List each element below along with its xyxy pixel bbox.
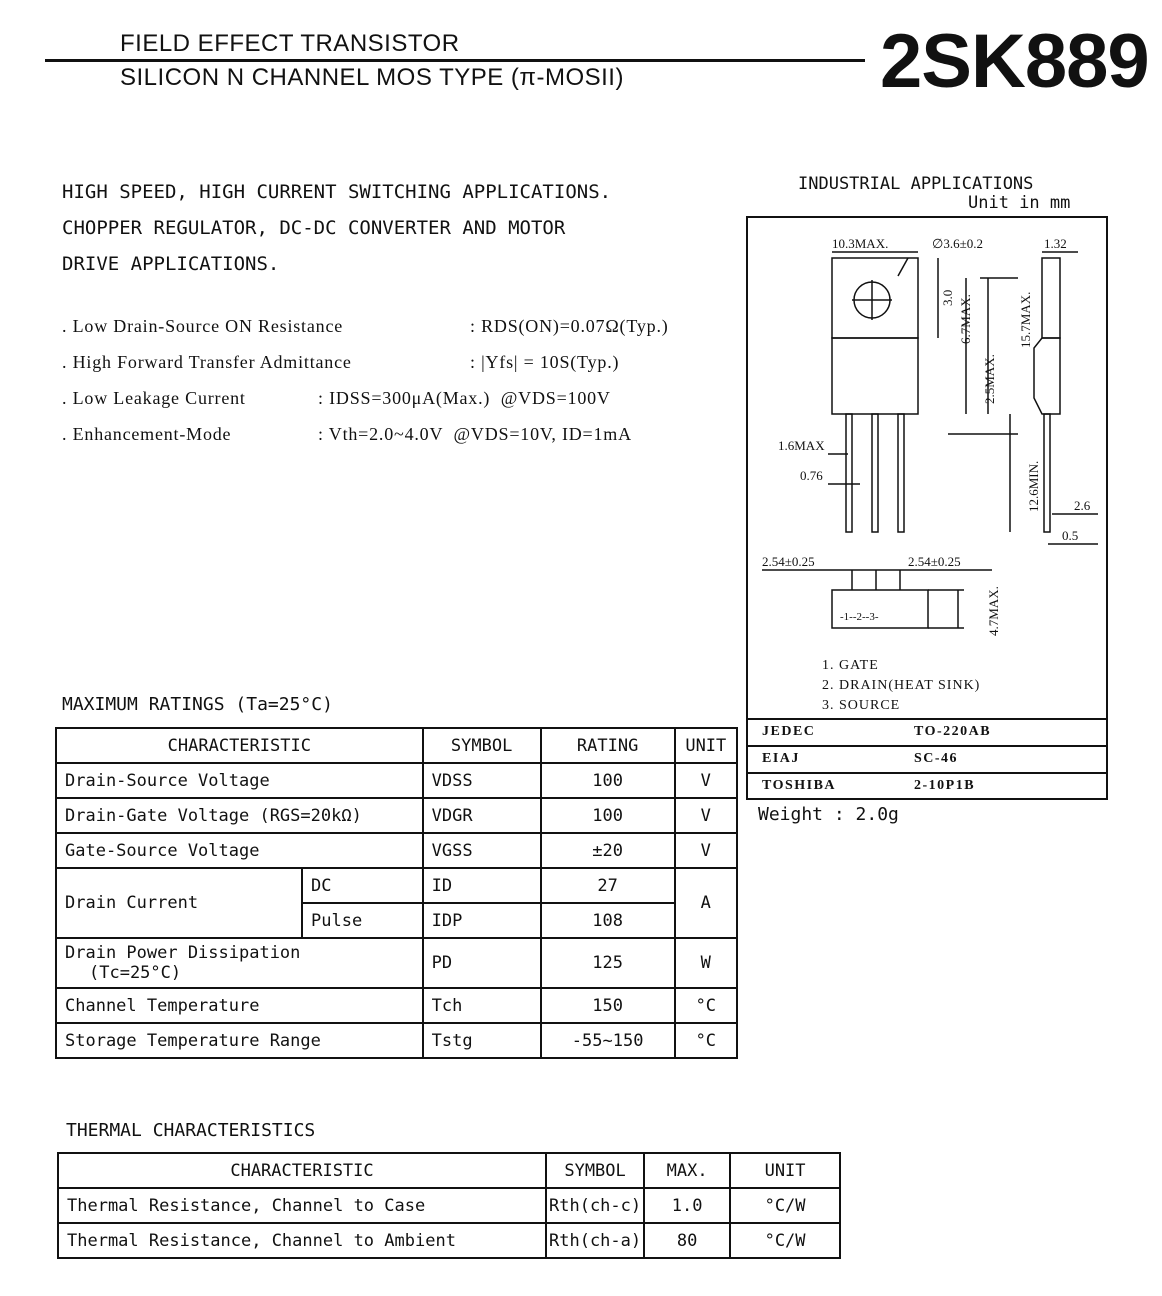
standard-org: EIAJ	[762, 751, 800, 766]
cell-characteristic	[56, 938, 423, 988]
cell-characteristic: Gate-Source Voltage	[56, 833, 423, 868]
table-header-row	[56, 728, 737, 763]
cell-symbol: Tstg	[423, 1023, 541, 1058]
header-unit: UNIT	[730, 1153, 840, 1188]
cell-unit: °C	[675, 1023, 737, 1058]
feature-value: : |Yfs| = 10S(Typ.)	[470, 352, 620, 372]
cell-unit: °C	[675, 988, 737, 1023]
max-ratings-table	[55, 727, 738, 1059]
cell-symbol: IDP	[423, 903, 541, 938]
cell-symbol: Rth(ch-c)	[546, 1188, 644, 1223]
cell-rating: 125	[541, 938, 675, 988]
cell-symbol: VDSS	[423, 763, 541, 798]
cell-rating: 100	[541, 798, 675, 833]
cell-characteristic: Drain-Gate Voltage (RGS=20kΩ)	[56, 798, 423, 833]
dim-3-0: 3.0	[940, 289, 955, 306]
feature-value: : Vth=2.0~4.0V @VDS=10V, ID=1mA	[318, 424, 632, 444]
header-characteristic: CHARACTERISTIC	[58, 1153, 546, 1188]
package-weight: Weight : 2.0g	[758, 804, 899, 825]
feature-value: : RDS(ON)=0.07Ω(Typ.)	[470, 316, 669, 336]
cell-subcondition: Pulse	[302, 903, 423, 938]
standard-code: SC-46	[914, 751, 959, 766]
standard-row-toshiba	[748, 772, 1106, 800]
standard-code: TO-220AB	[914, 724, 992, 739]
cell-unit: W	[675, 938, 737, 988]
cell-characteristic: Storage Temperature Range	[56, 1023, 423, 1058]
standard-row-eiaj	[748, 745, 1106, 773]
package-title: INDUSTRIAL APPLICATIONS	[798, 174, 1034, 194]
package-unit: Unit in mm	[968, 193, 1071, 213]
thermal-title: THERMAL CHARACTERISTICS	[66, 1120, 316, 1141]
pin-marks: -1--2--3-	[840, 611, 879, 623]
pin-2-label: 2. DRAIN(HEAT SINK)	[822, 678, 981, 693]
dim-hole: ∅3.6±0.2	[932, 236, 983, 251]
cell-max: 1.0	[644, 1188, 730, 1223]
application-line-3: DRIVE APPLICATIONS.	[62, 253, 280, 275]
dim-15-7max: 15.7MAX.	[1018, 291, 1033, 348]
dim-0-76: 0.76	[800, 468, 823, 483]
table-row	[56, 988, 737, 1023]
application-line-2: CHOPPER REGULATOR, DC-DC CONVERTER AND MOTOR	[62, 217, 566, 239]
dim-10-3max: 10.3MAX.	[832, 236, 889, 251]
table-row	[56, 868, 737, 903]
dim-0-5: 0.5	[1062, 528, 1079, 543]
thermal-table	[57, 1152, 841, 1259]
cell-rating: ±20	[541, 833, 675, 868]
standard-org: JEDEC	[762, 724, 816, 739]
table-row	[56, 1023, 737, 1058]
header-max: MAX.	[644, 1153, 730, 1188]
header-line-1: FIELD EFFECT TRANSISTOR	[120, 30, 460, 57]
cell-symbol: PD	[423, 938, 541, 988]
feature-label: . Low Drain-Source ON Resistance	[62, 316, 344, 336]
cell-symbol: Rth(ch-a)	[546, 1223, 644, 1258]
feature-label: . High Forward Transfer Admittance	[62, 352, 352, 372]
cell-unit: A	[675, 868, 737, 938]
cell-characteristic: Channel Temperature	[56, 988, 423, 1023]
dim-6-7max: 6.7MAX.	[958, 294, 973, 344]
dim-4-7max: 4.7MAX.	[986, 586, 1001, 636]
cell-rating: 108	[541, 903, 675, 938]
header-symbol: SYMBOL	[423, 728, 541, 763]
dim-12-6min: 12.6MIN.	[1026, 460, 1041, 512]
header-symbol: SYMBOL	[546, 1153, 644, 1188]
pin-3-label: 3. SOURCE	[822, 698, 901, 713]
table-row	[56, 763, 737, 798]
cell-unit: V	[675, 798, 737, 833]
cell-symbol: VDGR	[423, 798, 541, 833]
cell-max: 80	[644, 1223, 730, 1258]
cell-rating: 150	[541, 988, 675, 1023]
table-row	[58, 1188, 840, 1223]
standard-org: TOSHIBA	[762, 778, 837, 793]
header-line-2: SILICON N CHANNEL MOS TYPE (π-MOSII)	[120, 64, 624, 91]
application-line-1: HIGH SPEED, HIGH CURRENT SWITCHING APPLICATIONS.	[62, 181, 612, 203]
table-row	[58, 1223, 840, 1258]
cell-symbol: VGSS	[423, 833, 541, 868]
package-outline-drawing	[748, 218, 1106, 718]
pin-1-label: 1. GATE	[822, 658, 879, 673]
cell-symbol: ID	[423, 868, 541, 903]
cell-unit: °C/W	[730, 1223, 840, 1258]
cell-unit: °C/W	[730, 1188, 840, 1223]
header-characteristic: CHARACTERISTIC	[56, 728, 423, 763]
cell-rating: 27	[541, 868, 675, 903]
header-rule	[45, 59, 865, 62]
standard-code: 2-10P1B	[914, 778, 976, 793]
feature-label: . Low Leakage Current	[62, 388, 246, 408]
cell-characteristic-line-2: (Tc=25°C)	[89, 963, 182, 983]
dim-2-6: 2.6	[1074, 498, 1091, 513]
dim-1-6max: 1.6MAX	[778, 438, 825, 453]
cell-subcondition: DC	[302, 868, 423, 903]
standard-row-jedec	[748, 718, 1106, 746]
cell-rating: 100	[541, 763, 675, 798]
header-unit: UNIT	[675, 728, 737, 763]
table-row	[56, 833, 737, 868]
table-row	[56, 798, 737, 833]
cell-characteristic: Thermal Resistance, Channel to Case	[58, 1188, 546, 1223]
feature-value: : IDSS=300μA(Max.) @VDS=100V	[318, 388, 611, 408]
dim-pitch-2: 2.54±0.25	[908, 554, 961, 569]
cell-characteristic-line-1: Drain Power Dissipation	[65, 943, 301, 963]
table-row	[56, 938, 737, 988]
cell-characteristic: Drain Current	[56, 868, 302, 938]
cell-unit: V	[675, 763, 737, 798]
cell-unit: V	[675, 833, 737, 868]
cell-characteristic: Drain-Source Voltage	[56, 763, 423, 798]
cell-symbol: Tch	[423, 988, 541, 1023]
dim-pitch-1: 2.54±0.25	[762, 554, 815, 569]
feature-label: . Enhancement-Mode	[62, 424, 232, 444]
cell-rating: -55~150	[541, 1023, 675, 1058]
cell-characteristic: Thermal Resistance, Channel to Ambient	[58, 1223, 546, 1258]
max-ratings-title: MAXIMUM RATINGS (Ta=25°C)	[62, 694, 333, 715]
dim-2-5max: 2.5MAX.	[982, 354, 997, 404]
table-header-row	[58, 1153, 840, 1188]
package-box	[746, 216, 1108, 800]
dim-1-32: 1.32	[1044, 236, 1067, 251]
part-number: 2SK889	[880, 19, 1149, 104]
header-rating: RATING	[541, 728, 675, 763]
